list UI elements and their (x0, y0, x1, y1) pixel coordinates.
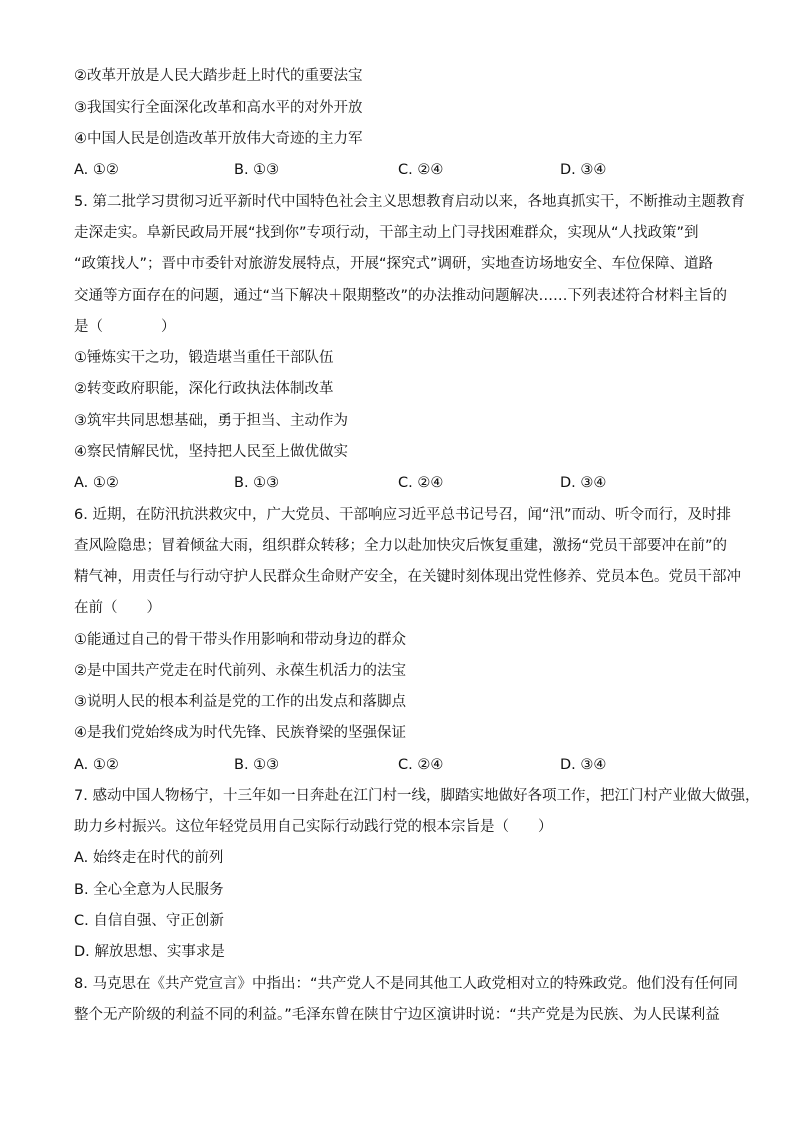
q6-stem-line-2: 查风险隐患；冒着倾盆大雨，组织群众转移；全力以赴加快灾后恢复重建，激扬“党员干部要冲在前”的 (74, 538, 728, 554)
q6-options (74, 755, 734, 775)
q6-option-c[interactable]: C. ②④ (398, 757, 444, 773)
q6-statement-1: ①能通过自己的骨干带头作用影响和带动身边的群众 (74, 632, 406, 648)
q4-option-a[interactable]: A. ①② (74, 162, 119, 178)
q6-stem-line-4: 在前（ ） (74, 600, 161, 616)
q5-statement-1: ①锤炼实干之功，锻造堪当重任干部队伍 (74, 350, 334, 366)
q5-stem-line-3: “政策找人”；晋中市委针对旅游发展特点，开展“探究式”调研，实地查访场地安全、车位保障、道路 (74, 256, 714, 272)
q5-stem-line-2: 走深走实。阜新民政局开展“找到你”专项行动，干部主动上门寻找困难群众，实现从“人找政策”到 (74, 225, 699, 241)
q6-stem-line-3: 精气神，用责任与行动守护人民群众生命财产安全，在关键时刻体现出党性修养、党员本色。党员干部冲 (74, 569, 741, 585)
q4-option-c[interactable]: C. ②④ (398, 162, 444, 178)
q5-statement-2: ②转变政府职能，深化行政执法体制改革 (74, 381, 334, 397)
q5-statement-3: ③筑牢共同思想基础，勇于担当、主动作为 (74, 413, 348, 429)
q5-options (74, 473, 734, 493)
q7-option-c[interactable]: C. 自信自强、守正创新 (74, 913, 224, 929)
q6-option-b[interactable]: B. ①③ (234, 757, 280, 773)
q6-statement-3: ③说明人民的根本利益是党的工作的出发点和落脚点 (74, 694, 406, 710)
q7-option-a[interactable]: A. 始终走在时代的前列 (74, 850, 224, 866)
q5-statement-4: ④察民情解民忧，坚持把人民至上做优做实 (74, 444, 348, 460)
q6-statement-2: ②是中国共产党走在时代前列、永葆生机活力的法宝 (74, 663, 406, 679)
q8-stem-line-2: 整个无产阶级的利益不同的利益。”毛泽东曾在陕甘宁边区演讲时说：“共产党是为民族、为人民谋利益 (74, 1007, 720, 1023)
q5-option-d[interactable]: D. ③④ (560, 475, 607, 491)
q8-stem-line-1: 8. 马克思在《共产党宣言》中指出：“共产党人不是同其他工人政党相对立的特殊政党。他们没有任何同 (74, 976, 738, 992)
q4-option-d[interactable]: D. ③④ (560, 162, 607, 178)
q5-option-b[interactable]: B. ①③ (234, 475, 280, 491)
q6-option-a[interactable]: A. ①② (74, 757, 119, 773)
q5-option-a[interactable]: A. ①② (74, 475, 119, 491)
q6-option-d[interactable]: D. ③④ (560, 757, 607, 773)
q4-statement-3: ③我国实行全面深化改革和高水平的对外开放 (74, 100, 363, 116)
q5-option-c[interactable]: C. ②④ (398, 475, 444, 491)
q6-statement-4: ④是我们党始终成为时代先锋、民族脊梁的坚强保证 (74, 725, 406, 741)
q4-option-b[interactable]: B. ①③ (234, 162, 280, 178)
q4-statement-4: ④中国人民是创造改革开放伟大奇迹的主力军 (74, 131, 363, 147)
q6-stem-line-1: 6. 近期，在防汛抗洪救灾中，广大党员、干部响应习近平总书记号召，闻“汛”而动、听令而行，及时排 (74, 507, 731, 523)
q4-options (74, 160, 734, 180)
q5-stem-line-5: 是（ ） (74, 319, 176, 335)
q5-stem-line-1: 5. 第二批学习贯彻习近平新时代中国特色社会主义思想教育启动以来，各地真抓实干，不断推动主题教育 (74, 194, 745, 210)
q4-statement-2: ②改革开放是人民大踏步赶上时代的重要法宝 (74, 68, 363, 84)
q7-stem-line-2: 助力乡村振兴。这位年轻党员用自己实际行动践行党的根本宗旨是（ ） (74, 819, 553, 835)
q7-stem-line-1: 7. 感动中国人物杨宁，十三年如一日奔赴在江门村一线，脚踏实地做好各项工作，把江门村产业做大做强， (74, 788, 760, 804)
q7-option-d[interactable]: D. 解放思想、实事求是 (74, 944, 225, 960)
q5-stem-line-4: 交通等方面存在的问题，通过“当下解决＋限期整改”的办法推动问题解决……下列表述符合材料主旨的 (74, 288, 728, 304)
q7-option-b[interactable]: B. 全心全意为人民服务 (74, 882, 224, 898)
